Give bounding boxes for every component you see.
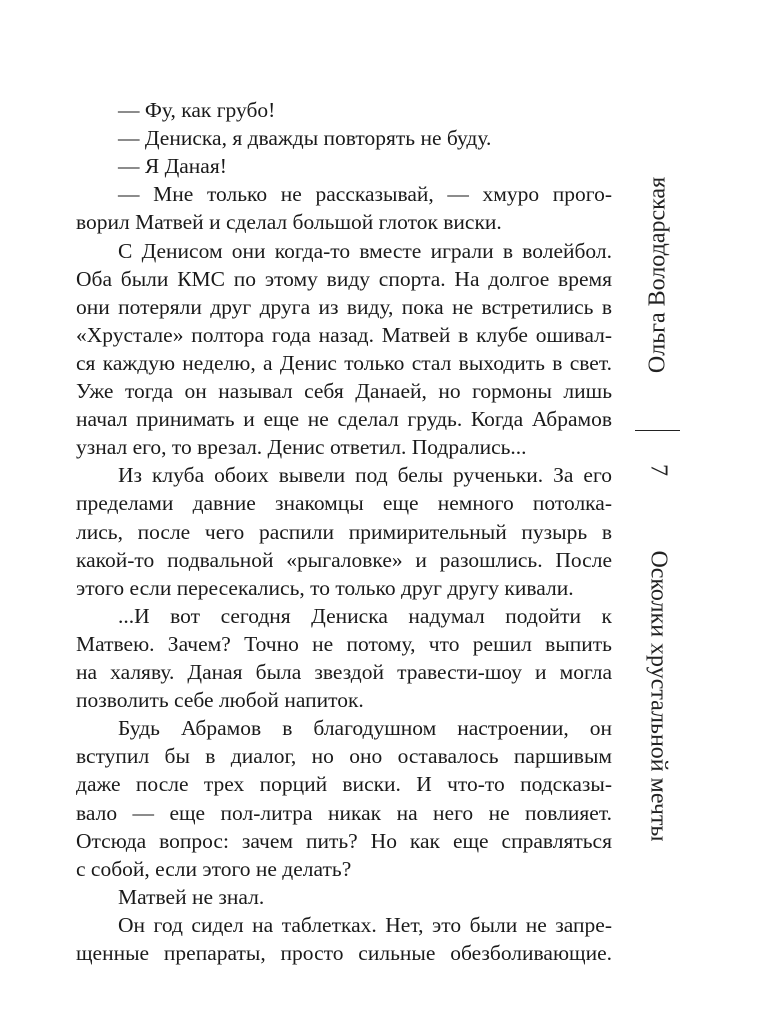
text-line: узнал его, то врезал. Денис ответил. Подрались...: [76, 435, 527, 460]
text-line: позволить себе любой напиток.: [76, 688, 364, 713]
text-line: с собой, если этого не делать?: [76, 856, 352, 881]
text-line: Оба были КМС по этому виду спорта. На долгое время: [76, 266, 612, 291]
text-line: лись, после чего распили примирительный пузырь в: [76, 519, 612, 544]
text-line: начал принимать и еще не сделал грудь. Когда Абрамов: [76, 407, 612, 432]
text-line: ...И вот сегодня Дениска надумал подойти к: [118, 603, 612, 628]
page-number: 7: [645, 464, 672, 476]
text-line: — Мне только не рассказывай, — хмуро прого-: [118, 182, 612, 207]
text-line: вало — еще пол-литра никак на него не повлияет.: [76, 800, 612, 825]
text-line: «Хрустале» полтора года назад. Матвей в клубе ошивал-: [76, 322, 612, 347]
text-line: они потеряли друг друга из виду, пока не встретились в: [76, 294, 612, 319]
text-line: Будь Абрамов в благодушном настроении, он: [118, 716, 612, 741]
text-line: — Дениска, я дважды повторять не буду.: [118, 126, 492, 151]
running-head-book-title: Осколки хрустальной мечты: [645, 550, 672, 842]
text-line: Он год сидел на таблетках. Нет, это были не запре-: [118, 912, 612, 937]
text-line: вступил бы в диалог, но оно оставалось паршивым: [76, 744, 612, 769]
text-line: Отсюда вопрос: зачем пить? Но как еще справляться: [76, 828, 612, 853]
text-line: какой-то подвальной «рыгаловке» и разошлись. После: [76, 547, 612, 572]
running-head-author: Ольга Володарская: [644, 176, 671, 374]
text-line: ся каждую неделю, а Денис только стал выходить в свет.: [76, 350, 612, 375]
text-line: — Фу, как грубо!: [118, 98, 276, 122]
text-line: Из клуба обоих вывели под белы рученьки. За его: [118, 463, 612, 488]
text-line: Матвей не знал.: [118, 884, 265, 909]
text-line: ворил Матвей и сделал большой глоток виски.: [76, 210, 502, 235]
text-line: С Денисом они когда-то вместе играли в волейбол.: [118, 238, 612, 263]
text-line: этого если пересекались, то только друг другу кивали.: [76, 575, 574, 600]
text-line: Уже тогда он называл себя Данаей, но гормоны лишь: [76, 379, 612, 403]
text-line: — Я Даная!: [118, 154, 227, 179]
text-line: на халяву. Даная была звездой травести-шоу и могла: [76, 660, 612, 684]
text-line: щенные препараты, просто сильные обезболивающие.: [76, 941, 612, 965]
text-line: пределами давние знакомцы еще немного потолка-: [76, 491, 612, 516]
text-line: Матвею. Зачем? Точно не потому, что решил выпить: [76, 631, 612, 656]
text-line: даже после трех порций виски. И что-то подсказы-: [76, 772, 612, 797]
running-head-divider: [635, 430, 680, 431]
